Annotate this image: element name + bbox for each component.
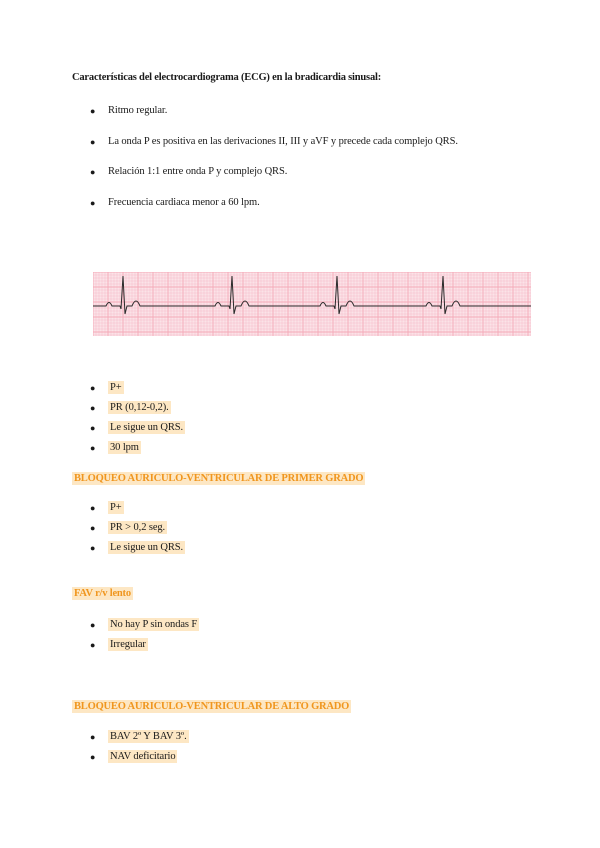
fav-list bbox=[88, 619, 199, 659]
list-item bbox=[88, 422, 185, 442]
list-item bbox=[88, 166, 458, 178]
list-item-text: Irregular bbox=[110, 639, 146, 650]
list-item-text: Ritmo regular. bbox=[108, 105, 168, 116]
list-item-text: NAV deficitario bbox=[110, 751, 176, 762]
list-item-text: P+ bbox=[110, 502, 122, 513]
bullet-icon: ● bbox=[90, 523, 96, 533]
list-item bbox=[88, 751, 189, 771]
list-item bbox=[88, 542, 185, 562]
bullet-icon: ● bbox=[90, 423, 96, 433]
bullet-icon: ● bbox=[90, 443, 96, 453]
bradicardia-summary-list bbox=[88, 382, 185, 462]
bullet-icon: ● bbox=[90, 503, 96, 513]
ecg-strip-image bbox=[93, 272, 531, 336]
bullet-icon: ● bbox=[90, 403, 96, 413]
section-title-fav: FAV r/v lento bbox=[74, 588, 131, 599]
list-item-text: PR > 0,2 seg. bbox=[110, 522, 166, 533]
list-item-text: No hay P sin ondas F bbox=[110, 619, 198, 630]
list-item bbox=[88, 442, 185, 462]
list-item bbox=[88, 522, 185, 542]
list-item bbox=[88, 105, 458, 117]
list-item-text: 30 lpm bbox=[110, 442, 139, 453]
list-item-text: P+ bbox=[110, 382, 122, 393]
section-title-bav-alto-grado: BLOQUEO AURICULO-VENTRICULAR DE ALTO GRADO bbox=[74, 701, 350, 712]
bav-primer-grado-list bbox=[88, 502, 185, 562]
list-item bbox=[88, 402, 185, 422]
bav-alto-grado-list bbox=[88, 731, 189, 771]
bullet-icon: ● bbox=[90, 620, 96, 630]
list-item-text: Frecuencia cardiaca menor a 60 lpm. bbox=[108, 196, 260, 208]
list-item-text: Relación 1:1 entre onda P y complejo QRS. bbox=[108, 166, 288, 177]
list-item-text: PR (0,12-0,2). bbox=[110, 402, 169, 413]
page-title: Características del electrocardiograma (ECG) en la bradicardia sinusal: bbox=[72, 72, 382, 83]
list-item bbox=[88, 382, 185, 402]
list-item bbox=[88, 502, 185, 522]
bullet-icon: ● bbox=[90, 106, 96, 116]
list-item-text: La onda P es positiva en las derivaciones II, III y aVF y precede cada complejo QRS. bbox=[108, 135, 458, 147]
bullet-icon: ● bbox=[90, 167, 96, 177]
bullet-icon: ● bbox=[90, 136, 96, 147]
list-item-text: BAV 2º Y BAV 3º. bbox=[110, 731, 187, 742]
bullet-icon: ● bbox=[90, 640, 96, 650]
bullet-icon: ● bbox=[90, 752, 96, 762]
bullet-icon: ● bbox=[90, 732, 96, 742]
list-item bbox=[88, 619, 199, 639]
list-item bbox=[88, 197, 458, 209]
list-item bbox=[88, 639, 199, 659]
characteristics-list bbox=[88, 105, 458, 227]
list-item-text: Le sigue un QRS. bbox=[110, 422, 184, 433]
bullet-icon: ● bbox=[90, 383, 96, 393]
list-item bbox=[88, 136, 458, 148]
list-item-text: Le sigue un QRS. bbox=[110, 542, 184, 553]
bullet-icon: ● bbox=[90, 197, 96, 208]
bullet-icon: ● bbox=[90, 543, 96, 553]
list-item bbox=[88, 731, 189, 751]
ecg-strip-icon bbox=[93, 272, 531, 336]
section-title-bav-primer-grado: BLOQUEO AURICULO-VENTRICULAR DE PRIMER GRADO bbox=[74, 473, 364, 484]
